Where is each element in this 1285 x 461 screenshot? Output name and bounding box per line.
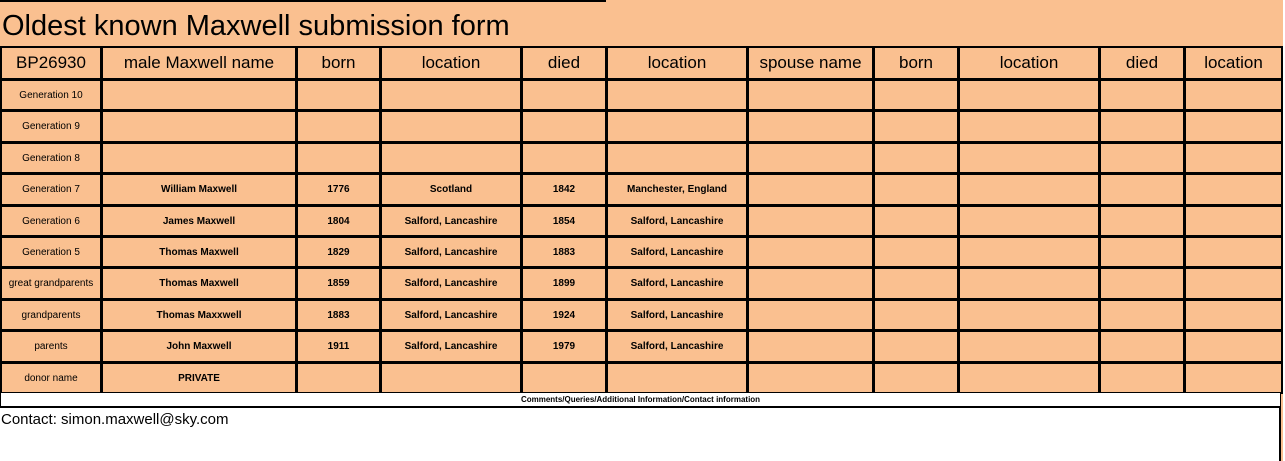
table-cell[interactable] [1184,173,1283,206]
table-cell[interactable]: Manchester, England [606,173,748,206]
row-label: donor name [0,362,102,394]
table-cell[interactable] [1099,330,1185,363]
table-cell[interactable] [1099,110,1185,143]
table-cell[interactable]: PRIVATE [101,362,297,394]
table-cell[interactable] [747,330,874,363]
table-cell[interactable] [958,267,1100,300]
row-label: parents [0,330,102,363]
table-cell[interactable] [958,205,1100,237]
table-cell[interactable] [1099,173,1185,206]
form-id-header: BP26930 [0,46,102,80]
table-cell[interactable] [1184,142,1283,174]
table-cell[interactable] [873,267,959,300]
table-cell[interactable] [1184,79,1283,111]
table-cell[interactable]: William Maxwell [101,173,297,206]
table-cell[interactable] [747,110,874,143]
table-cell[interactable] [958,173,1100,206]
table-cell[interactable] [380,142,522,174]
table-cell[interactable] [296,110,381,143]
table-cell[interactable]: 1776 [296,173,381,206]
table-cell[interactable] [380,110,522,143]
column-header: location [380,46,522,80]
table-cell[interactable] [747,142,874,174]
table-cell[interactable] [606,142,748,174]
table-cell[interactable] [606,110,748,143]
table-cell[interactable] [873,205,959,237]
table-cell[interactable]: Salford, Lancashire [606,330,748,363]
table-cell[interactable]: 1829 [296,236,381,268]
table-cell[interactable]: Thomas Maxxwell [101,299,297,331]
table-cell[interactable]: 1899 [521,267,607,300]
row-label: great grandparents [0,267,102,300]
table-cell[interactable] [521,362,607,394]
table-cell[interactable] [606,362,748,394]
table-cell[interactable] [1099,362,1185,394]
table-cell[interactable] [380,362,522,394]
table-cell[interactable]: Scotland [380,173,522,206]
table-cell[interactable] [521,142,607,174]
table-cell[interactable] [873,299,959,331]
table-cell[interactable] [521,110,607,143]
column-header: location [958,46,1100,80]
table-cell[interactable] [1184,110,1283,143]
table-cell[interactable] [1184,330,1283,363]
table-cell[interactable]: 1883 [296,299,381,331]
row-label: Generation 9 [0,110,102,143]
table-cell[interactable] [873,362,959,394]
table-cell[interactable]: Salford, Lancashire [606,267,748,300]
table-cell[interactable] [1099,267,1185,300]
table-cell[interactable] [1099,299,1185,331]
table-cell[interactable] [1099,205,1185,237]
column-header: born [873,46,959,80]
table-cell[interactable] [873,173,959,206]
table-cell[interactable] [958,236,1100,268]
row-label: Generation 10 [0,79,102,111]
table-cell[interactable] [747,267,874,300]
table-cell[interactable] [296,142,381,174]
table-cell[interactable] [101,142,297,174]
table-cell[interactable]: Thomas Maxwell [101,267,297,300]
column-header: died [521,46,607,80]
table-cell[interactable] [958,330,1100,363]
table-cell[interactable] [1184,267,1283,300]
row-label: Generation 7 [0,173,102,206]
table-cell[interactable] [958,142,1100,174]
column-header: male Maxwell name [101,46,297,80]
table-cell[interactable] [1184,205,1283,237]
table-cell[interactable] [380,79,522,111]
table-cell[interactable] [1099,142,1185,174]
contact-area[interactable] [0,408,1281,461]
table-cell[interactable]: Salford, Lancashire [380,299,522,331]
table-cell[interactable] [1099,79,1185,111]
table-cell[interactable] [958,110,1100,143]
table-cell[interactable]: Thomas Maxwell [101,236,297,268]
table-cell[interactable]: 1854 [521,205,607,237]
table-cell[interactable]: 1979 [521,330,607,363]
table-cell[interactable] [296,79,381,111]
table-cell[interactable] [1184,236,1283,268]
table-cell[interactable]: Salford, Lancashire [606,299,748,331]
title-top-border [0,0,606,2]
table-cell[interactable]: Salford, Lancashire [380,267,522,300]
table-cell[interactable] [606,79,748,111]
table-cell[interactable] [958,79,1100,111]
table-cell[interactable] [873,110,959,143]
table-cell[interactable]: 1883 [521,236,607,268]
table-cell[interactable]: 1911 [296,330,381,363]
column-header: born [296,46,381,80]
table-cell[interactable]: Salford, Lancashire [380,330,522,363]
contact-text: Contact: simon.maxwell@sky.com [1,411,229,428]
row-label: Generation 8 [0,142,102,174]
table-cell[interactable]: Salford, Lancashire [380,205,522,237]
table-cell[interactable]: 1842 [521,173,607,206]
table-cell[interactable] [747,362,874,394]
table-cell[interactable] [747,79,874,111]
table-cell[interactable] [873,236,959,268]
table-cell[interactable]: Salford, Lancashire [606,236,748,268]
table-cell[interactable] [1099,236,1185,268]
table-cell[interactable] [873,142,959,174]
table-cell[interactable] [873,330,959,363]
table-cell[interactable] [296,362,381,394]
table-cell[interactable]: 1859 [296,267,381,300]
table-cell[interactable] [1184,362,1283,394]
page-title: Oldest known Maxwell submission form [2,10,510,42]
table-cell[interactable]: John Maxwell [101,330,297,363]
table-cell[interactable] [101,110,297,143]
column-header: spouse name [747,46,874,80]
table-cell[interactable] [747,173,874,206]
table-cell[interactable]: James Maxwell [101,205,297,237]
table-cell[interactable]: Salford, Lancashire [606,205,748,237]
row-label: Generation 6 [0,205,102,237]
table-cell[interactable] [747,299,874,331]
column-header: location [1184,46,1283,80]
table-cell[interactable] [958,362,1100,394]
table-cell[interactable] [958,299,1100,331]
column-header: died [1099,46,1185,80]
table-cell[interactable] [1184,299,1283,331]
table-cell[interactable] [873,79,959,111]
row-label: Generation 5 [0,236,102,268]
table-cell[interactable] [747,205,874,237]
table-cell[interactable] [101,79,297,111]
table-cell[interactable] [521,79,607,111]
comments-header: Comments/Queries/Additional Information/Contact information [0,392,1281,408]
table-cell[interactable] [747,236,874,268]
table-cell[interactable]: 1804 [296,205,381,237]
table-cell[interactable]: 1924 [521,299,607,331]
table-cell[interactable]: Salford, Lancashire [380,236,522,268]
column-header: location [606,46,748,80]
row-label: grandparents [0,299,102,331]
